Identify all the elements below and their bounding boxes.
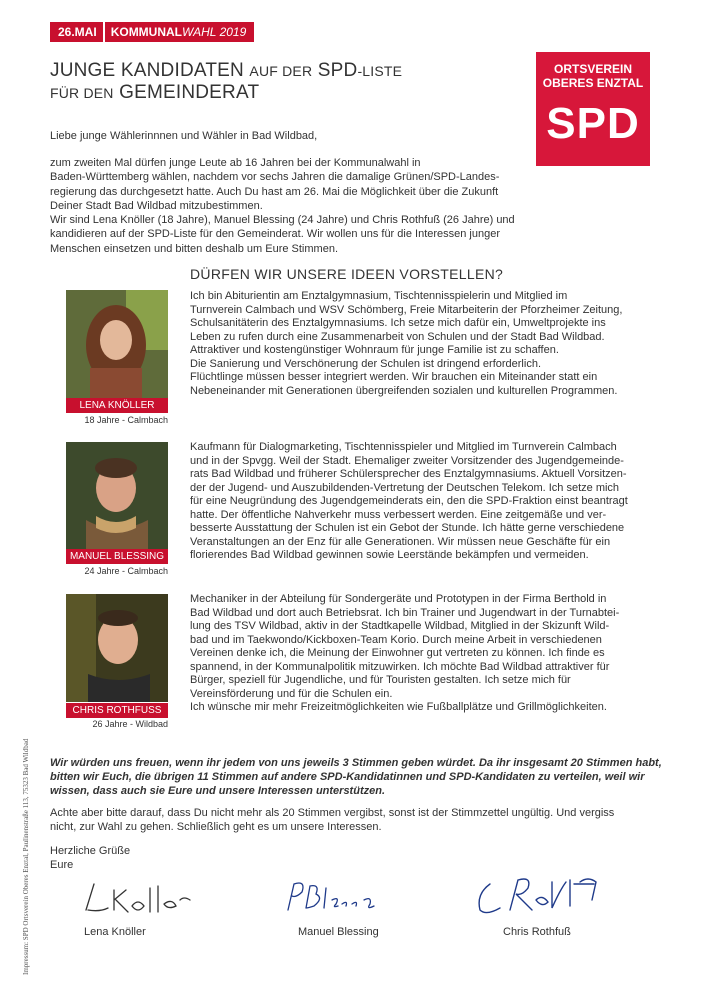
signature-name: Manuel Blessing [298,926,379,938]
text-line: Wir würden uns freuen, wenn ihr jedem von uns jeweils 3 Stimmen geben würdet. Da ihr insgesamt 20 Stimmen habt, [50,757,662,769]
vote-note [50,806,670,834]
text-line: Ich bin Abiturientin am Enztalgymnasium, Tischtennisspielerin und Mitglied im [190,290,568,302]
text-line: hatte. Der öffentliche Nahverkehr muss verbessert werden. Eine zeitgemäße und ver- [190,508,607,521]
section-heading: DÜRFEN WIR UNSERE IDEEN VORSTELLEN? [190,266,504,282]
text-line: Eure [50,859,74,871]
title-part: AUF DER [249,63,313,79]
text-line: kandidieren auf der SPD-Liste für den Gemeinderat. Wir wollen uns für die Interessen junger [50,228,501,241]
candidate-bio [190,290,650,398]
text-line: Attraktiver und kostengünstiger Wohnraum für junge Familie ist zu schaffen. [190,344,559,356]
banner-wahl: WAHL 2019 [182,25,247,39]
text-line: Die Sanierung und Verschönerung der Schulen ist dringend erforderlich. [190,357,541,370]
portrait-placeholder [66,594,168,702]
vote-appeal [50,756,680,798]
candidate-info: 18 Jahre - Calmbach [84,415,168,425]
portrait-placeholder [66,442,168,550]
candidate-name: MANUEL BLESSING [66,549,168,564]
text-line: Vereinen denke ich, die Meinung der Einwohner gut vertreten zu können. Ich finde es [190,647,605,659]
text-line: und in der Spvgg. Weil der Stadt. Ehemaliger zweiter Vorsitzender des Jugendgemeinde- [190,454,624,467]
candidate-name: CHRIS ROTHFUSS [66,703,168,718]
text-line: nicht, zur Wahl zu gehen. Schließlich geht es um unsere Interessen. [50,821,382,833]
title-part: FÜR DEN [50,85,114,101]
title-part: -LISTE [357,63,403,79]
text-line: der der Jugend- und Auszubildenden-Vertretung der Deutschen Telekom. Ich setze mich [190,481,620,494]
text-line: Nebeneinander mit Generationen übergreifenden sozialen und kulturellen Programmen. [190,384,618,397]
candidate-info: 26 Jahre - Wildbad [92,719,168,729]
candidate-photo [66,594,168,702]
text-line: Herzliche Grüße [50,845,131,857]
logo-org-line: ORTSVEREIN [553,62,632,76]
text-line: wissen, dass auch sie Eure und unsere Interessen unterstützen. [50,785,385,797]
signature-manuel [280,870,390,920]
text-line: Vereinsförderung und für die Schulen ein. [190,687,393,700]
text-line: bitten wir Euch, die übrigen 11 Stimmen auf andere SPD-Kandidatinnen und SPD-Kandidaten zu verteilen, weil wir [50,771,645,783]
candidate-photo [66,442,168,550]
spd-logo [536,52,650,166]
banner-date: 26.MAI [58,25,97,39]
candidate-info: 24 Jahre - Calmbach [84,566,168,576]
text-line: Deiner Stadt Bad Wildbad mitzubestimmen. [50,199,263,212]
text-line: Turnverein Calmbach und WSV Schömberg, Freie Mitarbeiterin der Pforzheimer Zeitung, [190,303,623,316]
text-line: für eine Neugründung des Jugendgemeinderats ein, den die SPD-Fraktion einst beantragt [190,495,628,507]
signature-name: Lena Knöller [84,926,146,938]
text-line: zum zweiten Mal dürfen junge Leute ab 16 Jahren bei der Kommunalwahl in [50,157,421,169]
signature-name: Chris Rothfuß [503,926,571,938]
candidate-photo [66,290,168,398]
text-line: Bürger, speziell für Jugendliche, und für Touristen gestalten. Ich setze mich für [190,674,571,686]
imprint-text: Impressum: SPD Ortsverein Oberes Enztal, Paulinenstraße 113, 75323 Bad Wildbad [22,738,30,975]
text-line: regierung das durchgesetzt hatte. Auch Du hast am 26. Mai die Möglichkeit über die Zukunft [50,185,499,198]
text-line: bad und im Taekwondo/Kickboxen-Team Korio. Durch meine Arbeit in verschiedenen [190,633,602,646]
text-line: rats Bad Wildbad und früherer Schülersprecher des Enztalgymnasiums. Aktuell Vorsitzen- [190,468,627,480]
text-line: Achte aber bitte darauf, dass Du nicht mehr als 20 Stimmen vergibst, sonst ist der Stimmzettel ungültig. Und vergiss [50,807,615,819]
text-line: florierendes Bad Wildbad gewinnen sowie Leerstände bekämpfen und vermeiden. [190,549,589,561]
candidate-name: LENA KNÖLLER [66,398,168,413]
text-line: Bad Wildbad und dort auch Betriebsrat. Ich bin Trainer und Jugendwart in der Turnabtei- [190,606,620,619]
salutation: Liebe junge Wählerinnnen und Wähler in Bad Wildbad, [50,130,318,142]
text-line: Leben zu rufen durch eine Zusammenarbeit von Schulen und der Stadt Bad Wildbad. [190,330,605,343]
text-line: Kaufmann für Dialogmarketing, Tischtennisspieler und Mitglied im Turnverein Calmbach [190,441,617,453]
text-line: spannend, in der Kommunalpolitik mitzuwirken. Ich möchte Bad Wildbad attraktiver für [190,660,610,673]
intro-body [50,156,520,256]
election-banner [50,22,254,42]
title-part: JUNGE KANDIDATEN [50,60,244,81]
text-line: Baden-Württemberg wählen, nachdem vor sechs Jahren die damalige Grünen/SPD-Landes- [50,171,500,184]
text-line: Mechaniker in der Abteilung für Sondergeräte und Prototypen in der Firma Berthold in [190,593,607,605]
text-line: Wir sind Lena Knöller (18 Jahre), Manuel Blessing (24 Jahre) und Chris Rothfuß (26 Jahre) und [50,214,515,227]
portrait-placeholder [66,290,168,398]
text-line: besserte Ausstattung der Schulen ist ein Gebot der Stunde. Ich hätte gerne verschiedene [190,522,625,534]
logo-org [536,62,650,90]
title-part: SPD [317,60,358,81]
text-line: Schulsanitäterin des Enztalgymnasiums. Ich setze mich dafür ein, Umweltprojekte ins [190,317,606,329]
signature-chris [470,870,610,920]
logo-org-line: OBERES ENZTAL [542,76,644,90]
text-line: Menschen einsetzen und bitten deshalb um Eure Stimmen. [50,242,338,255]
banner-kommunal: KOMMUNAL [110,25,183,39]
greeting [50,844,130,872]
text-line: Flüchtlinge müssen besser integriert werden. Wir brauchen ein Miteinander statt ein [190,371,598,383]
title-part: GEMEINDERAT [119,82,260,103]
candidate-bio [190,593,650,715]
text-line: Ich wünsche mir mehr Freizeitmöglichkeiten wie Fußballplätze und Grillmöglichkeiten. [190,701,607,713]
page-title [50,60,402,104]
text-line: lung des TSV Wildbad, aktiv in der Stadtkapelle Wildbad, Mitglied in der Skizunft Wild- [190,620,610,632]
signature-lena [80,870,200,920]
candidate-bio [190,441,650,563]
text-line: Veranstaltungen an der Enz für alle Generationen. Wir müssen neue Geschäfte für ein [190,535,611,548]
logo-party: SPD [546,99,640,148]
imprint [10,695,30,975]
banner-divider [103,22,105,42]
